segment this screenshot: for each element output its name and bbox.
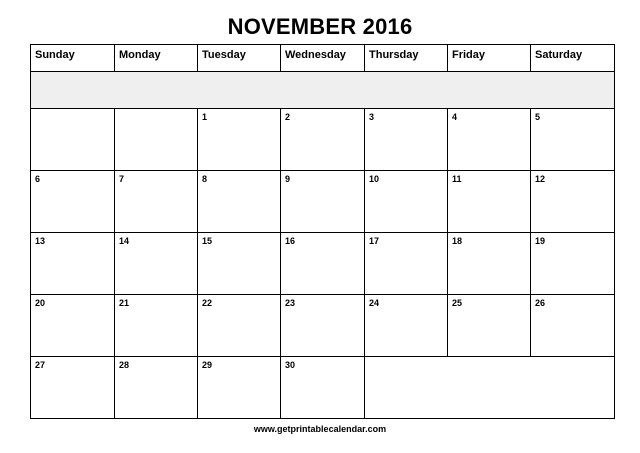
empty-trailing-cell <box>365 357 615 419</box>
day-cell: 6 <box>31 171 115 233</box>
weekday-saturday: Saturday <box>531 45 615 72</box>
weekday-thursday: Thursday <box>365 45 448 72</box>
weekday-wednesday: Wednesday <box>281 45 365 72</box>
day-cell: 30 <box>281 357 365 419</box>
weekday-sunday: Sunday <box>31 45 115 72</box>
day-cell: 25 <box>448 295 531 357</box>
week-row-4 <box>31 295 615 357</box>
shaded-band-cell <box>31 72 615 109</box>
day-cell: 19 <box>531 233 615 295</box>
day-cell: 20 <box>31 295 115 357</box>
day-cell: 8 <box>198 171 281 233</box>
day-cell: 27 <box>31 357 115 419</box>
day-cell: 3 <box>365 109 448 171</box>
day-cell: 23 <box>281 295 365 357</box>
day-cell: 13 <box>31 233 115 295</box>
week-row-3 <box>31 233 615 295</box>
day-cell <box>31 109 115 171</box>
day-cell: 1 <box>198 109 281 171</box>
day-cell: 12 <box>531 171 615 233</box>
day-cell: 4 <box>448 109 531 171</box>
day-cell: 16 <box>281 233 365 295</box>
day-cell: 10 <box>365 171 448 233</box>
day-cell: 18 <box>448 233 531 295</box>
day-cell: 26 <box>531 295 615 357</box>
day-cell: 22 <box>198 295 281 357</box>
week-row-1 <box>31 109 615 171</box>
day-cell: 14 <box>115 233 198 295</box>
day-cell: 2 <box>281 109 365 171</box>
day-cell <box>115 109 198 171</box>
day-cell: 11 <box>448 171 531 233</box>
weekday-tuesday: Tuesday <box>198 45 281 72</box>
weekday-friday: Friday <box>448 45 531 72</box>
weekday-monday: Monday <box>115 45 198 72</box>
weekday-header-row <box>31 45 615 72</box>
day-cell: 9 <box>281 171 365 233</box>
day-cell: 15 <box>198 233 281 295</box>
calendar-grid <box>30 44 615 419</box>
day-cell: 24 <box>365 295 448 357</box>
footer-url: www.getprintablecalendar.com <box>253 424 387 434</box>
week-row-5 <box>31 357 615 419</box>
week-row-2 <box>31 171 615 233</box>
day-cell: 17 <box>365 233 448 295</box>
day-cell: 28 <box>115 357 198 419</box>
shaded-band <box>31 72 615 109</box>
day-cell: 5 <box>531 109 615 171</box>
calendar-title: NOVEMBER 2016 <box>227 14 413 39</box>
day-cell: 29 <box>198 357 281 419</box>
day-cell: 21 <box>115 295 198 357</box>
day-cell: 7 <box>115 171 198 233</box>
